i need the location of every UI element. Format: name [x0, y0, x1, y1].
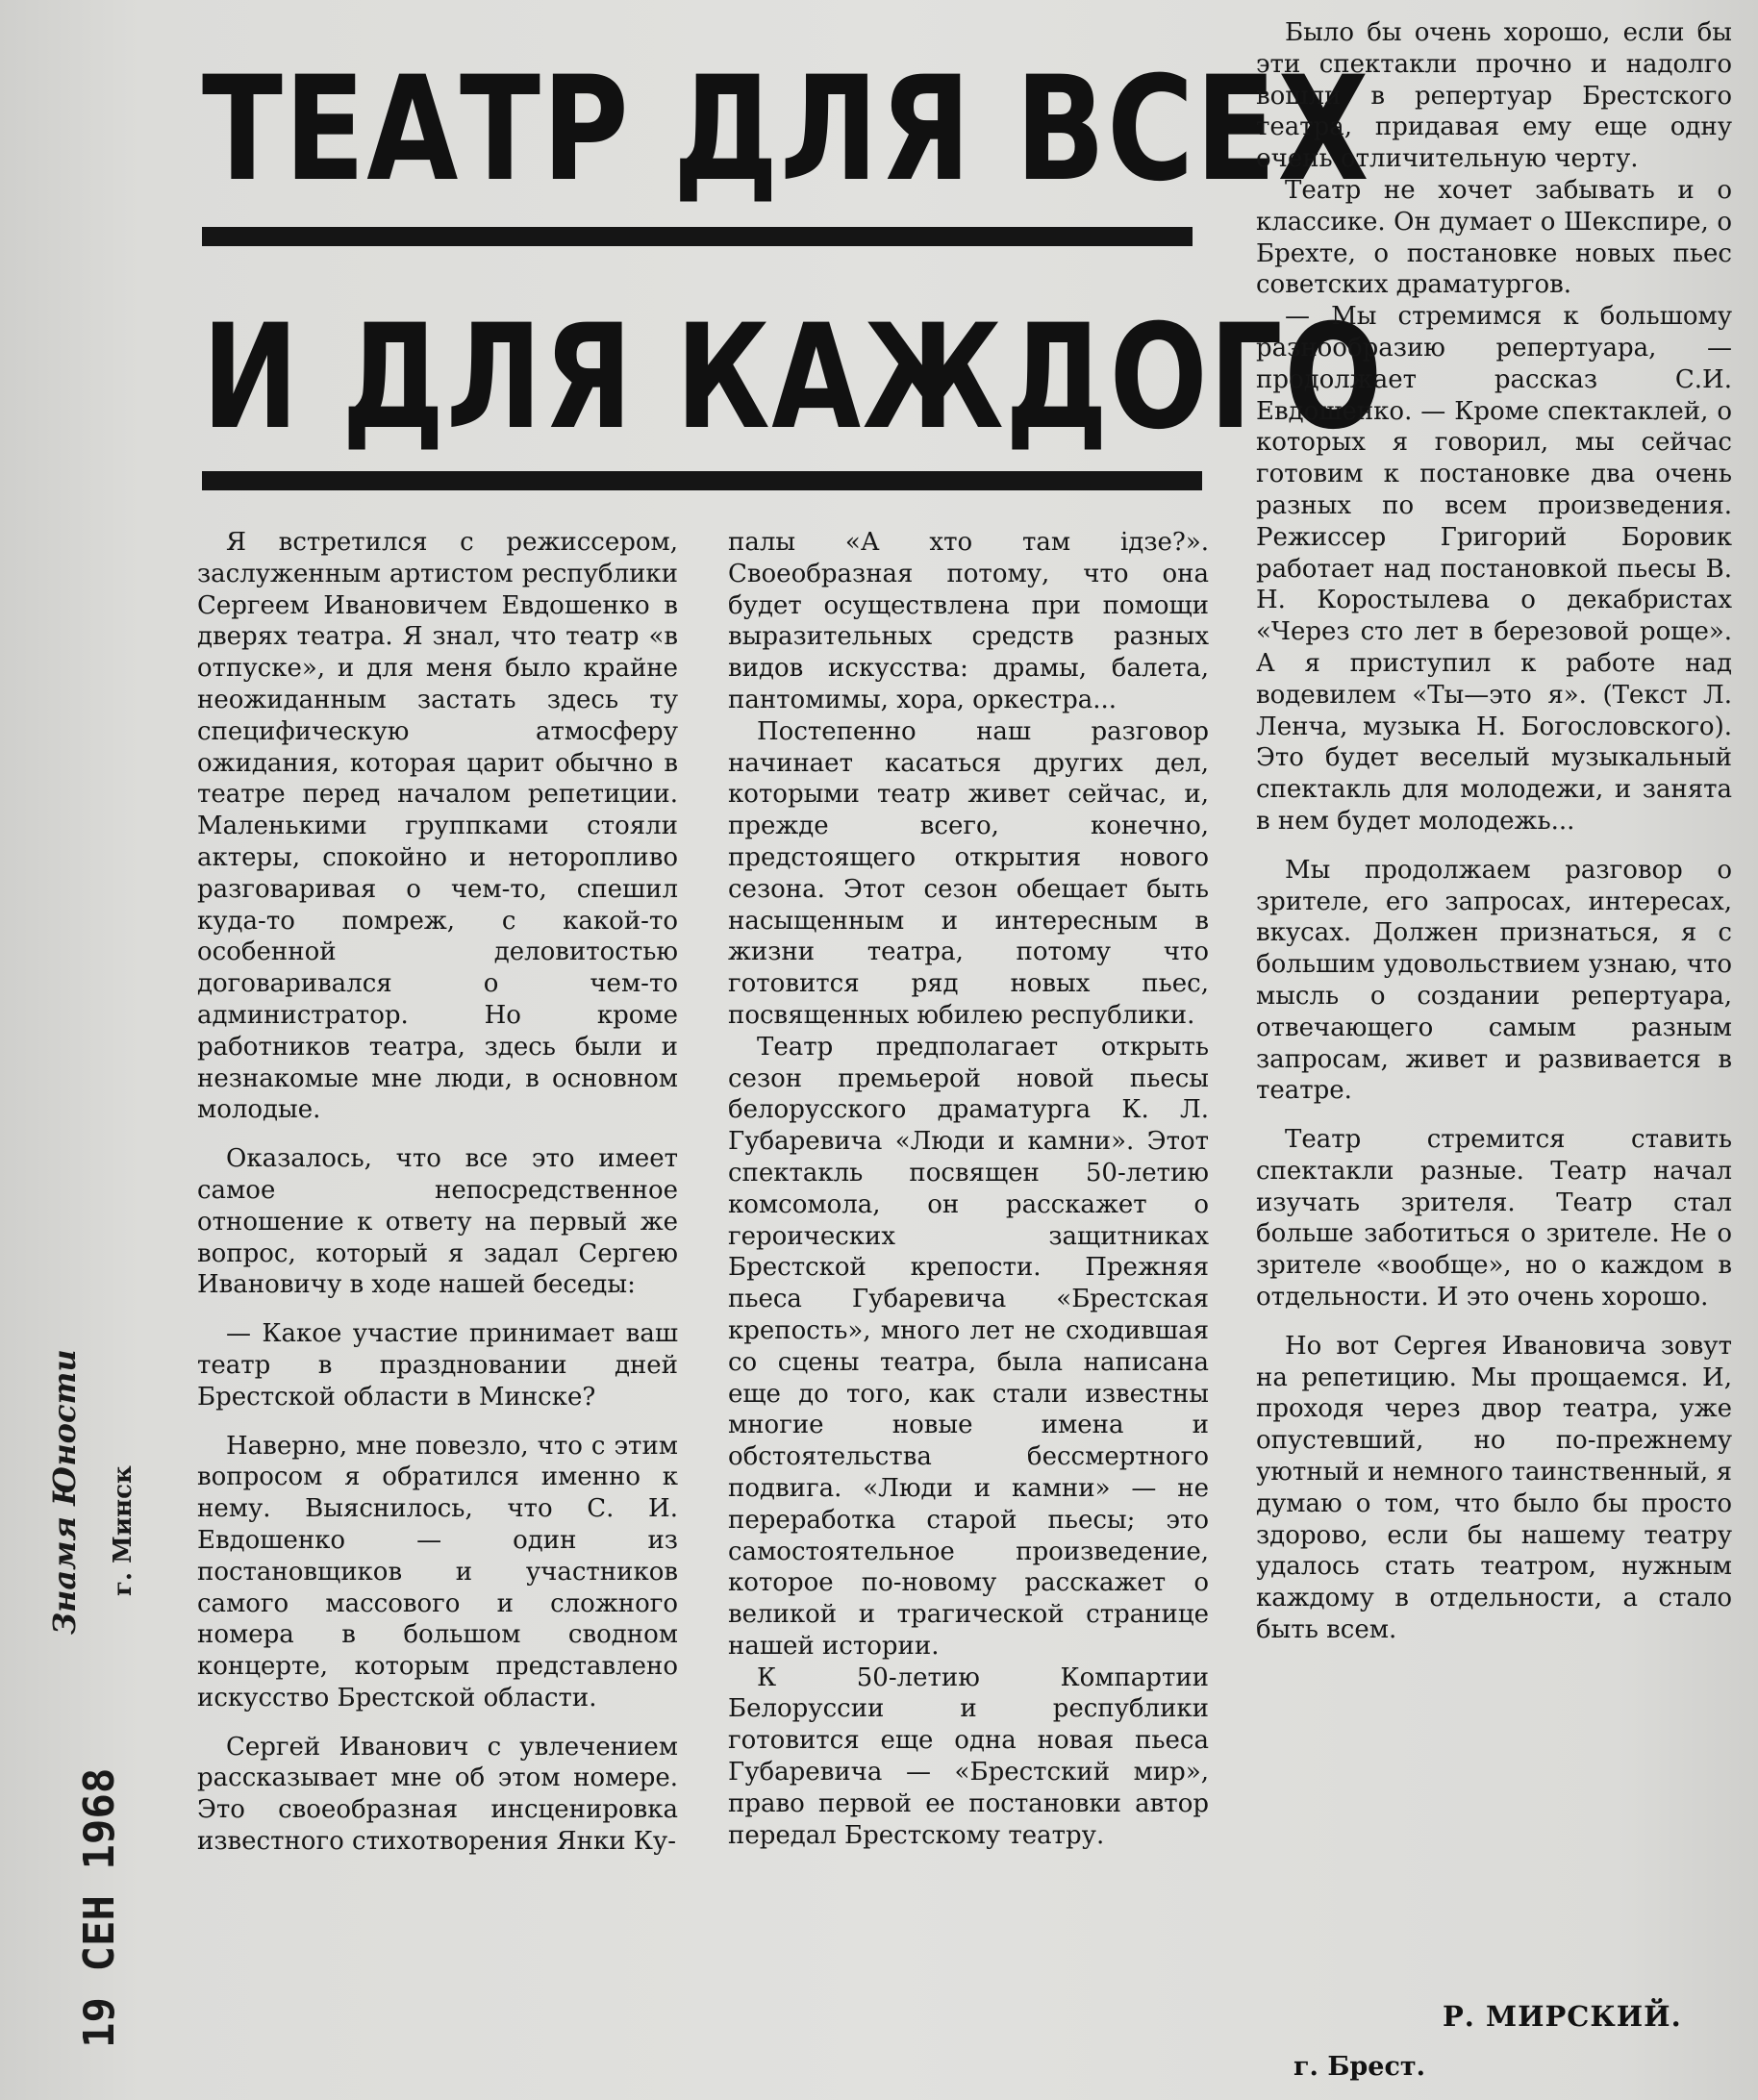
- headline-rule-bottom: [202, 471, 1202, 490]
- paragraph: Было бы очень хорошо, если бы эти спектакли прочно и надолго вошли в репертуар Брестского театра, придавая ему еще одну очень отличительную черту.: [1256, 18, 1732, 174]
- article-column-1: [197, 527, 678, 1858]
- paragraph: Мы продолжаем разговор о зрителе, его запросах, интересах, вкусах. Должен признаться, я с большим удовольствием узнаю, что мысль о создании репертуара, отвечающего самым разным запросам, живет и развивается в театре.: [1256, 855, 1732, 1106]
- paragraph: Наверно, мне повезло, что с этим вопросом я обратился именно к нему. Выяснилось, что С. И. Евдошенко — один из постановщиков и участников самого массового и сложного номера в большом сводном концерте, которым представлено искусство Брестской области.: [197, 1431, 678, 1712]
- paragraph: Я встретился с режиссером, заслуженным артистом республики Сергеем Ивановичем Евдошенко в дверях театра. Я знал, что театр «в отпуске», и для меня было крайне неожиданным застать здесь ту специфическую атмосферу ожидания, которая царит обычно в театре перед началом репетиции. Маленькими группками стояли актеры, спокойно и неторопливо разговаривая о чем-то, спешил куда-то помреж, с какой-то особенной деловитостью договаривался о чем-то администратор. Но кроме работников театра, здесь были и незнакомые мне люди, в основном молодые.: [197, 528, 678, 1125]
- paragraph: палы «А хто там ідзе?». Своеобразная потому, что она будет осуществлена при помощи выразительных средств разных видов искусства: драмы, балета, пантомимы, хора, оркестра...: [728, 528, 1209, 714]
- headline-rule-top: [202, 227, 1193, 246]
- paragraph: Постепенно наш разговор начинает касаться других дел, которыми театр живет сейчас, и, прежде всего, конечно, предстоящего открытия нового сезона. Этот сезон обещает быть насыщенным и интересным в жизни театра, потому что готовится ряд новых пьес, посвященных юбилею республики.: [728, 716, 1209, 1030]
- archive-stamp: [46, 1308, 152, 2048]
- headline-line-1: ТЕАТР ДЛЯ ВСЕХ: [202, 46, 1371, 213]
- dateline-place: г. Брест.: [1293, 2052, 1426, 2082]
- paragraph: — Мы стремимся к большому разнообразию репертуара, — продолжает рассказ С.И. Евдошенко. — Кроме спектаклей, о которых я говорил, мы сейчас готовим к постановке два очень разных по всем произведения. Режиссер Григорий Боровик работает над постановкой пьесы В. Н. Коростылева о декабристах «Через сто лет в березовой роще». А я приступил к работе над водевилем «Ты—это я». (Текст Л. Ленча, музыка Н. Богословского). Это будет веселый музыкальный спектакль для молодежи, и занята в нем будет молодежь...: [1256, 302, 1732, 836]
- article-column-2: [728, 527, 1209, 1851]
- paragraph: Театр предполагает открыть сезон премьерой новой пьесы белорусского драматурга К. Л. Губаревича «Люди и камни». Этот спектакль посвящен 50-летию комсомола, он расскажет о героических защитниках Брестской крепости. Прежняя пьеса Губаревича «Брестская крепость», много лет не сходившая со сцены театра, была написана еще до того, как стали известны многие новые имена и обстоятельства бессмертного подвига. «Люди и камни» — не переработка старой пьесы; это самостоятельное произведение, которое по-новому расскажет о великой и трагической странице нашей истории.: [728, 1032, 1209, 1661]
- paragraph: Но вот Сергея Ивановича зовут на репетицию. Мы прощаемся. И, проходя через двор театра, уже опустевший, но по-прежнему уютный и немного таинственный, я думаю о том, что было бы просто здорово, если бы нашему театру удалось стать театром, нужным каждому в отдельности, а стало быть всем.: [1256, 1331, 1732, 1645]
- article-column-3: [1256, 17, 1732, 1646]
- stamp-source: Знамя Юности: [46, 1349, 83, 1635]
- paragraph: Оказалось, что все это имеет самое непосредственное отношение к ответу на первый же вопрос, который я задал Сергею Ивановичу в ходе нашей беседы:: [197, 1144, 678, 1300]
- paragraph: Театр не хочет забывать и о классике. Он думает о Шекспире, о Брехте, о постановке новых пьес советских драматургов.: [1256, 175, 1732, 300]
- archive-stamp-graphic: [46, 1308, 152, 2048]
- headline-line-2: И ДЛЯ КАЖДОГО: [202, 294, 1384, 462]
- stamp-city: г. Минск: [109, 1465, 138, 1596]
- author-byline: Р. МИРСКИЙ.: [1443, 2000, 1682, 2033]
- paragraph: К 50-летию Компартии Белоруссии и республики готовится еще одна новая пьеса Губаревича — «Брестский мир», право первой ее постановки автор передал Брестскому театру.: [728, 1662, 1209, 1850]
- paragraph: Театр стремится ставить спектакли разные. Театр начал изучать зрителя. Театр стал больше заботиться о зрителе. Не о зрителе «вообще», но о каждом в отдельности. И это очень хорошо.: [1256, 1125, 1732, 1312]
- paragraph: Сергей Иванович с увлечением рассказывает мне об этом номере. Это своеобразная инсценировка известного стихотворения Янки Ку-: [197, 1732, 678, 1857]
- paragraph: — Какое участие принимает ваш театр в праздновании дней Брестской области в Минске?: [197, 1319, 678, 1412]
- stamp-date: 19 СЕН 1968: [75, 1767, 124, 2048]
